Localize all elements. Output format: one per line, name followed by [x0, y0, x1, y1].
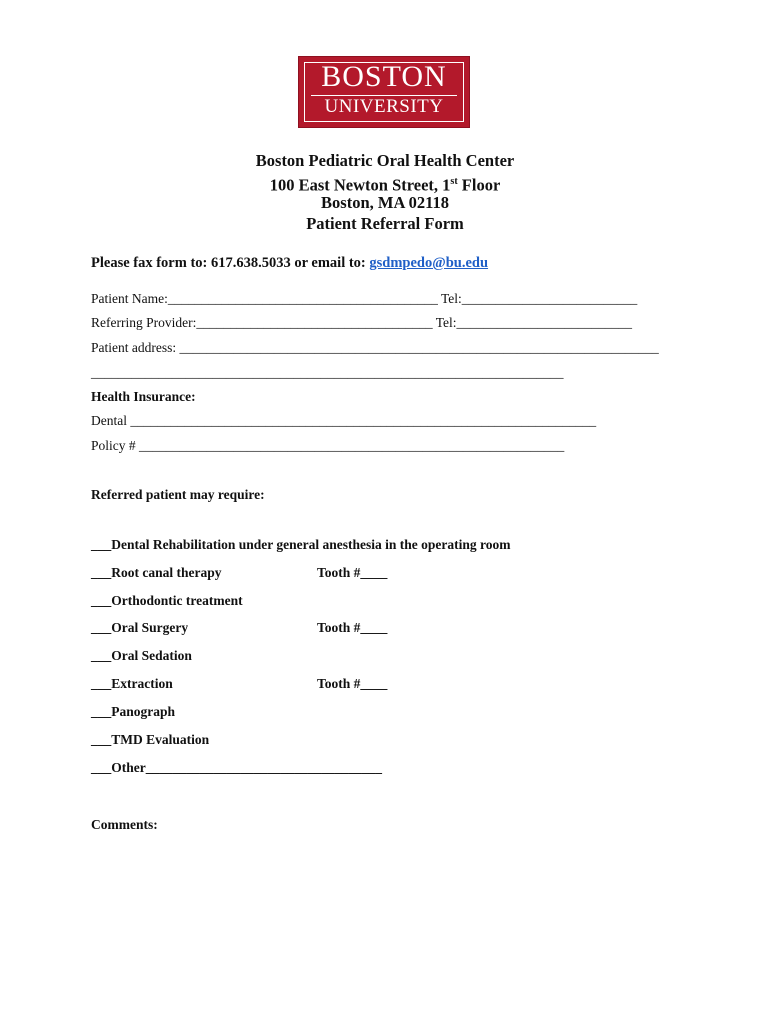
center-address-street: 100 East Newton Street, 1st Floor: [269, 175, 501, 195]
patient-name-field[interactable]: Patient Name:________________________________________ Tel:__________________________: [91, 291, 638, 306]
center-name: Boston Pediatric Oral Health Center: [255, 151, 515, 170]
item-root-canal[interactable]: ___Root canal therapy: [91, 565, 222, 580]
comments-label: Comments:: [91, 817, 158, 832]
item-dental-rehabilitation[interactable]: ___Dental Rehabilitation under general anesthesia in the operating room: [91, 537, 511, 552]
item-oral-sedation[interactable]: ___Oral Sedation: [91, 648, 192, 663]
item-orthodontic[interactable]: ___Orthodontic treatment: [91, 593, 243, 608]
tooth-number-extraction[interactable]: Tooth #____: [317, 676, 388, 691]
tooth-number-root-canal[interactable]: Tooth #____: [317, 565, 388, 580]
logo-university-text: UNIVERSITY: [324, 96, 444, 117]
dental-field[interactable]: Dental _____________________________________________________________________: [91, 413, 597, 428]
logo-boston-text: BOSTON: [321, 60, 447, 93]
item-tmd-evaluation[interactable]: ___TMD Evaluation: [91, 732, 210, 747]
policy-field[interactable]: Policy # _______________________________________________________________: [91, 438, 565, 453]
tooth-number-oral-surgery[interactable]: Tooth #____: [317, 620, 388, 635]
boston-university-logo: [298, 56, 470, 128]
item-panograph[interactable]: ___Panograph: [91, 704, 176, 719]
referring-provider-field[interactable]: Referring Provider:___________________________________ Tel:__________________________: [91, 315, 633, 330]
item-extraction[interactable]: ___Extraction: [91, 676, 173, 691]
patient-address-line2[interactable]: ______________________________________________________________________: [91, 365, 564, 380]
patient-address-field[interactable]: Patient address: _______________________________________________________________________: [91, 340, 659, 355]
referred-heading: Referred patient may require:: [91, 487, 265, 502]
item-other[interactable]: ___Other___________________________________: [91, 760, 382, 775]
center-address-city: Boston, MA 02118: [321, 193, 449, 212]
fax-instruction: Please fax form to: 617.638.5033 or email to: gsdmpedo@bu.edu: [91, 255, 489, 271]
item-oral-surgery[interactable]: ___Oral Surgery: [91, 620, 189, 635]
health-insurance-heading: Health Insurance:: [91, 389, 196, 404]
email-link[interactable]: gsdmpedo@bu.edu: [369, 255, 489, 271]
form-title: Patient Referral Form: [306, 214, 464, 233]
